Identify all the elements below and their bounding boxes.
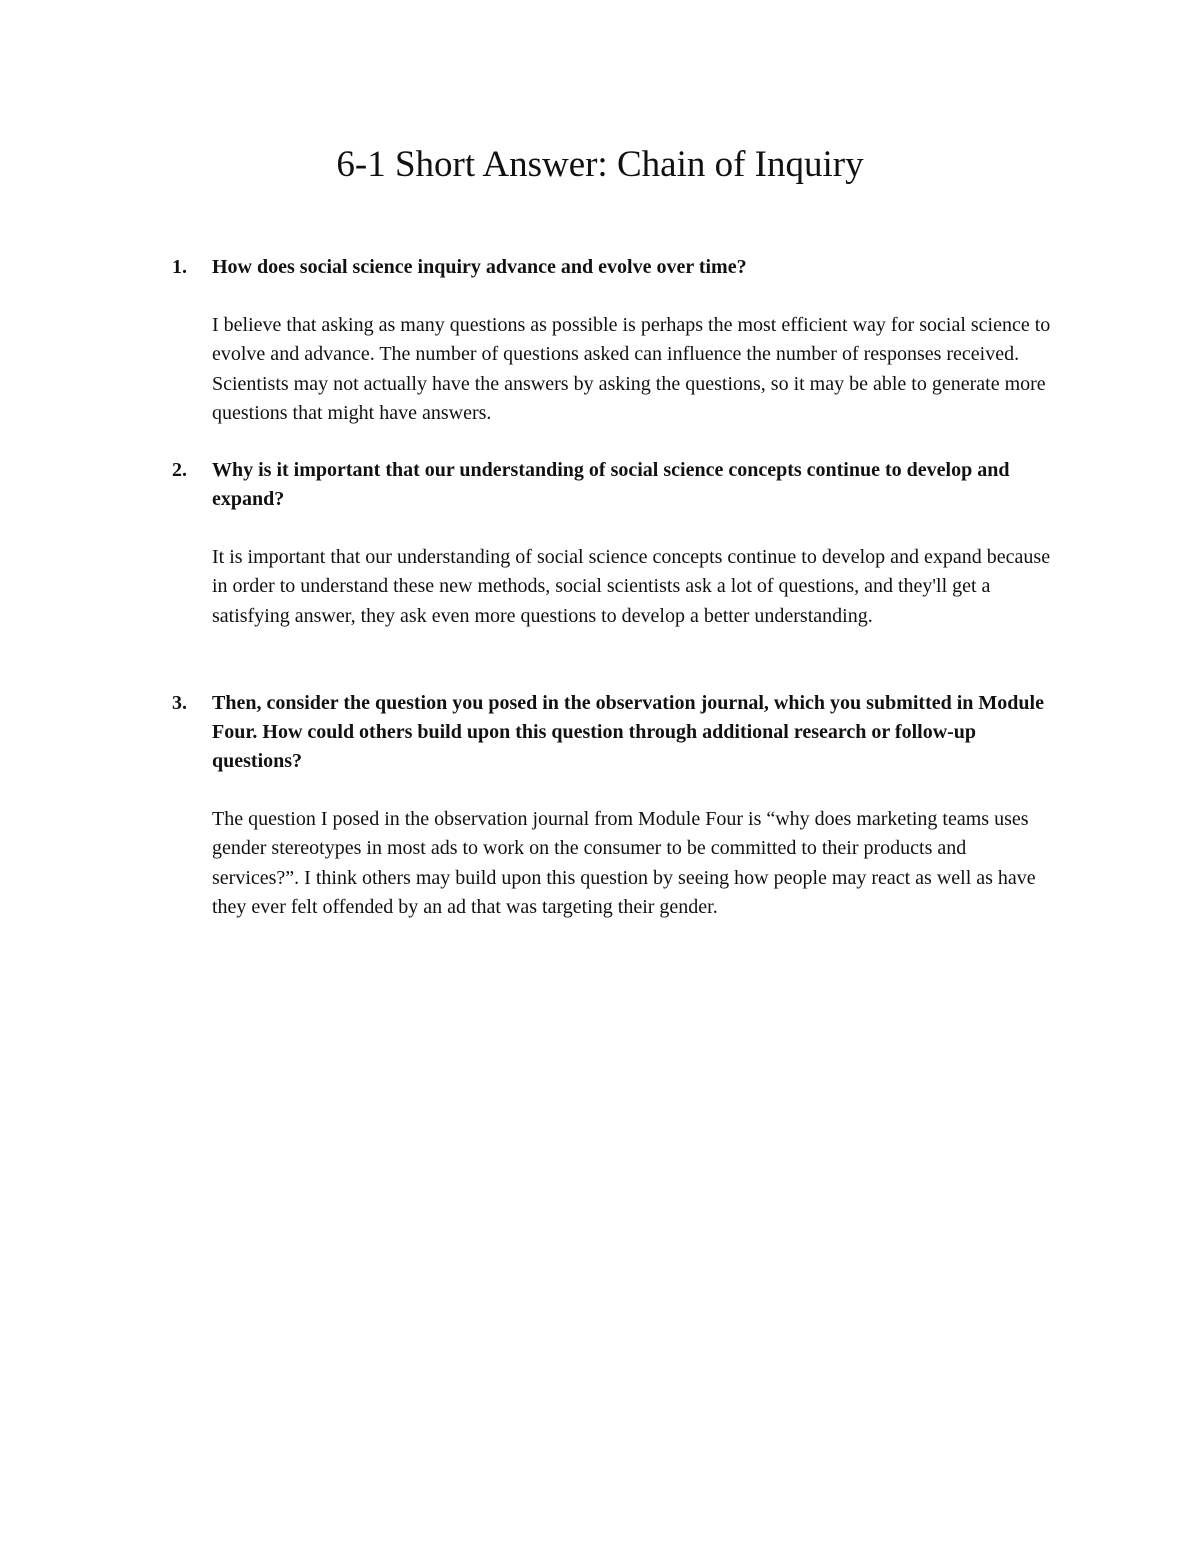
question-number: 2. [172, 459, 187, 481]
question-text: Then, consider the question you posed in the observation journal, which you submitted in Module Four. How could others build upon this question through additional research or follow-up questions? [212, 692, 1044, 772]
question-number: 1. [172, 256, 187, 278]
page-title: 6-1 Short Answer: Chain of Inquiry [336, 144, 864, 185]
answer-text: I believe that asking as many questions as possible is perhaps the most efficient way for social science to evolve and advance. The number of questions asked can influence the number of responses received. Scientists may not actually have the answers by asking the questions, so it may be able to generate more questions that might have answers. [212, 314, 1051, 425]
answer-text: The question I posed in the observation journal from Module Four is “why does marketing teams uses gender stereotypes in most ads to work on the consumer to be committed to their products and services?”. I think others may build upon this question by seeing how people may react as well as have they ever felt offended by an ad that was targeting their gender. [212, 808, 1036, 919]
question-item-3 [172, 689, 1052, 923]
question-item-1 [172, 253, 1052, 429]
answer-text: It is important that our understanding of social science concepts continue to develop and expand because in order to understand these new methods, social scientists ask a lot of questions, and they'll get a satisfying answer, they ask even more questions to develop a better understanding. [212, 546, 1051, 627]
question-text: How does social science inquiry advance and evolve over time? [212, 256, 747, 278]
question-item-2 [172, 456, 1052, 631]
question-text: Why is it important that our understanding of social science concepts continue to develop and expand? [212, 459, 1010, 510]
question-number: 3. [172, 692, 187, 714]
